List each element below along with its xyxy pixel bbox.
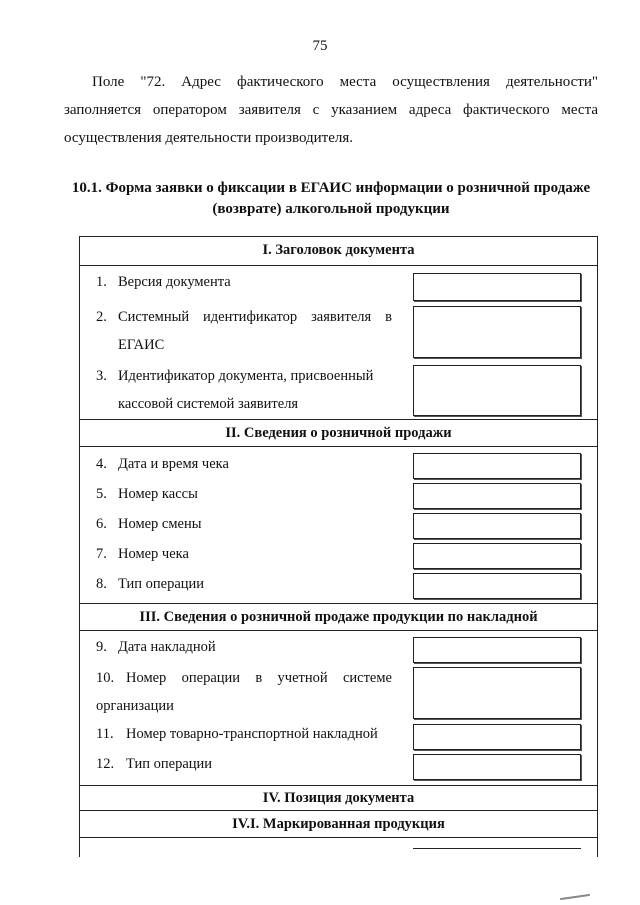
field-10-word: Номер bbox=[126, 670, 167, 686]
receipt-number-input[interactable] bbox=[413, 543, 581, 569]
field-number: 10. bbox=[96, 670, 115, 686]
invoice-date-input[interactable] bbox=[413, 637, 581, 663]
intro-line-1-word: деятельности" bbox=[505, 74, 598, 90]
field-label-7 bbox=[96, 540, 392, 568]
section-header-4-1: IV.I. Маркированная продукция bbox=[80, 810, 597, 838]
intro-line-2-word: указанием bbox=[331, 102, 398, 118]
field-number: 3. bbox=[96, 368, 107, 384]
field-2-word: Системный bbox=[118, 309, 190, 325]
application-form bbox=[79, 236, 598, 857]
section-header-2: II. Сведения о розничной продажи bbox=[80, 419, 597, 447]
field-10-word: операции bbox=[181, 670, 241, 686]
field-number: 11. bbox=[96, 726, 114, 742]
scan-mark bbox=[560, 894, 590, 900]
field-text: Номер кассы bbox=[118, 486, 198, 502]
field-label-6 bbox=[96, 510, 392, 538]
field-number: 8. bbox=[96, 576, 107, 592]
field-label-11 bbox=[96, 720, 392, 748]
intro-line-1-word: Адрес bbox=[181, 74, 221, 90]
accounting-operation-number-input[interactable] bbox=[413, 667, 581, 719]
field-number: 9. bbox=[96, 639, 107, 655]
field-number: 4. bbox=[96, 456, 107, 472]
intro-line-1-word: "72. bbox=[140, 74, 166, 90]
field-10-word: системе bbox=[342, 670, 392, 686]
waybill-number-input[interactable] bbox=[413, 724, 581, 750]
field-label-10 bbox=[96, 664, 392, 720]
intro-line-1-word: фактического bbox=[237, 74, 324, 90]
field-text-line-2: кассовой системой заявителя bbox=[118, 396, 299, 412]
intro-line-2-word: с bbox=[312, 102, 320, 118]
form-heading bbox=[64, 178, 598, 220]
cash-register-number-input[interactable] bbox=[413, 483, 581, 509]
field-number: 7. bbox=[96, 546, 107, 562]
field-10-word: учетной bbox=[277, 670, 328, 686]
intro-line-1-word: Поле bbox=[92, 74, 125, 90]
field-text: Версия документа bbox=[118, 274, 231, 290]
intro-line-2-word: заявителя bbox=[238, 102, 301, 118]
field-text: Номер товарно-транспортной накладной bbox=[126, 726, 378, 742]
shift-number-input[interactable] bbox=[413, 513, 581, 539]
field-label-1 bbox=[96, 268, 392, 296]
intro-line-1 bbox=[64, 68, 598, 96]
intro-line-1-word: осуществления bbox=[392, 74, 490, 90]
field-label-9 bbox=[96, 633, 392, 661]
field-text-line-1 bbox=[126, 664, 392, 692]
field-text: Тип операции bbox=[126, 756, 213, 772]
field-number: 1. bbox=[96, 274, 107, 290]
field-label-8 bbox=[96, 570, 392, 598]
field-label-5 bbox=[96, 480, 392, 508]
field-10-word: в bbox=[255, 670, 263, 686]
intro-line-2-word: заполняется bbox=[64, 102, 142, 118]
field-2-word: заявителя bbox=[311, 309, 372, 325]
document-version-input[interactable] bbox=[413, 273, 581, 301]
field-label-4 bbox=[96, 450, 392, 478]
intro-line-3: осуществления деятельности производителя. bbox=[64, 130, 354, 146]
invoice-operation-type-input[interactable] bbox=[413, 754, 581, 780]
field-label-12 bbox=[96, 750, 392, 778]
field-text-line-2: организации bbox=[96, 698, 174, 714]
intro-line-2-word: оператором bbox=[152, 102, 227, 118]
field-label-3 bbox=[96, 362, 392, 418]
intro-line-2 bbox=[64, 96, 598, 124]
field-number: 12. bbox=[96, 756, 115, 772]
section-header-4: IV. Позиция документа bbox=[80, 785, 597, 811]
next-field-box-top bbox=[413, 848, 581, 849]
system-applicant-id-input[interactable] bbox=[413, 306, 581, 358]
cash-system-document-id-input[interactable] bbox=[413, 365, 581, 416]
field-label-2 bbox=[96, 303, 392, 359]
field-number: 2. bbox=[96, 309, 107, 325]
field-text-line-2: ЕГАИС bbox=[118, 337, 165, 353]
field-text: Номер смены bbox=[118, 516, 202, 532]
receipt-datetime-input[interactable] bbox=[413, 453, 581, 479]
section-header-3: III. Сведения о розничной продаже продукции по накладной bbox=[80, 603, 597, 631]
field-text: Дата и время чека bbox=[118, 456, 229, 472]
field-number: 6. bbox=[96, 516, 107, 532]
field-text-line-1: Идентификатор документа, присвоенный bbox=[118, 368, 374, 384]
operation-type-input[interactable] bbox=[413, 573, 581, 599]
field-number: 5. bbox=[96, 486, 107, 502]
intro-line-2-word: адреса bbox=[408, 102, 452, 118]
field-2-word: идентификатор bbox=[203, 309, 298, 325]
intro-line-2-word: фактического bbox=[463, 102, 550, 118]
field-2-word: в bbox=[385, 309, 392, 325]
section-header-1: I. Заголовок документа bbox=[80, 237, 597, 266]
intro-line-2-word: места bbox=[561, 102, 598, 118]
field-text: Тип операции bbox=[118, 576, 205, 592]
form-heading-line-1: 10.1. Форма заявки о фиксации в ЕГАИС информации о розничной продаже bbox=[71, 180, 591, 196]
field-text-line-1 bbox=[118, 303, 392, 331]
intro-paragraph bbox=[64, 68, 598, 152]
field-text: Номер чека bbox=[118, 546, 189, 562]
form-heading-line-2: (возврате) алкогольной продукции bbox=[212, 201, 450, 217]
intro-line-1-word: места bbox=[339, 74, 377, 90]
field-text: Дата накладной bbox=[118, 639, 216, 655]
page-number: 75 bbox=[312, 38, 328, 54]
